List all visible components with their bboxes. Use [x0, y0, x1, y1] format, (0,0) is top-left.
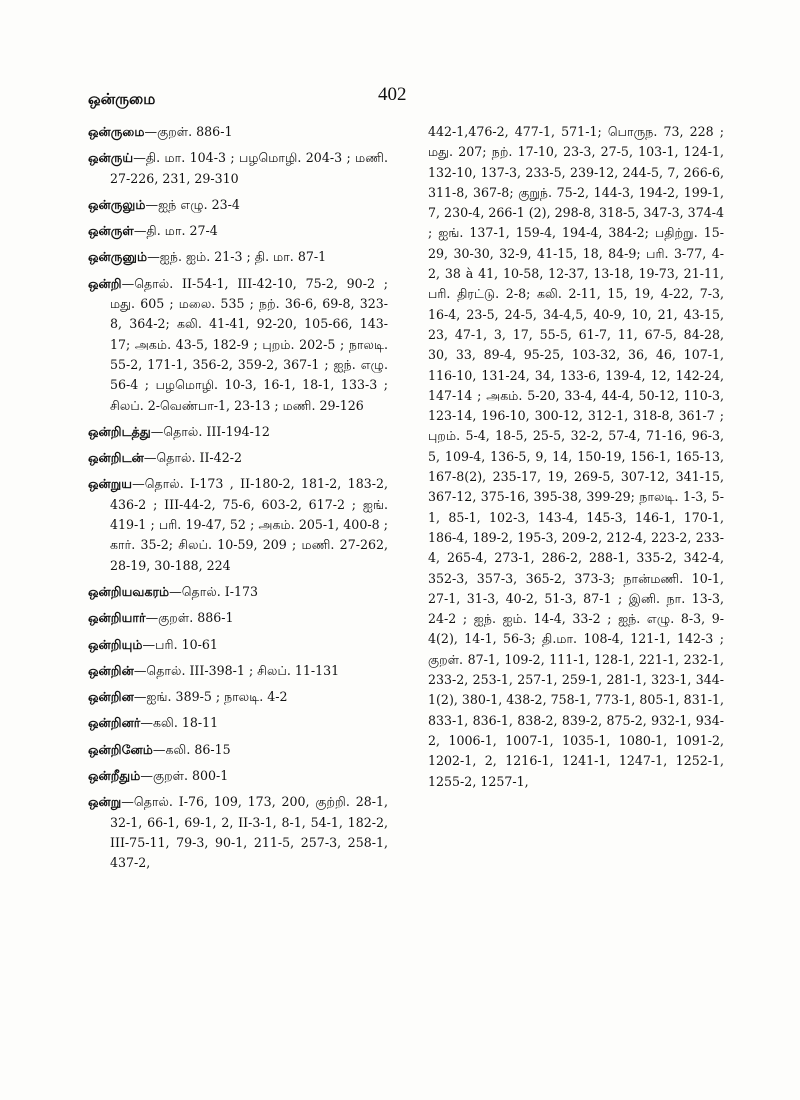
references: —தொல். I-76, 109, 173, 200, குற்றி. 28-1, 32-1, 66-1, 69-1, 2, II-3-1, 8-1, 54-1, 182-2, III-75-11, 79-3, 90-1, 211-5, 257-3, 258-1, 437-2,	[110, 794, 388, 871]
index-entry	[88, 635, 388, 655]
index-entry	[88, 195, 388, 215]
references: —கலி. 86-15	[152, 741, 231, 757]
references: —குறள். 886-1	[144, 124, 233, 139]
index-entry	[88, 608, 388, 628]
references: —ஐந் எழு. 23-4	[145, 196, 240, 212]
headword: ஒன்ருலும்	[88, 196, 146, 212]
headword: ஒன்ருய்	[88, 150, 134, 166]
references: —ஐந். ஐம். 21-3 ; தி. மா. 87-1	[147, 249, 327, 265]
headword: ஒன்ருமை	[88, 124, 145, 139]
index-entry	[88, 582, 388, 602]
headword: ஒன்ருள்	[88, 223, 134, 239]
references: —தொல். III-194-12	[150, 423, 270, 439]
headword: ஒன்றினேம்	[88, 741, 153, 757]
references: —குறள். 886-1	[145, 610, 234, 626]
headword: ஒன்று	[88, 794, 122, 810]
index-entry	[88, 122, 388, 142]
headword: ஒன்ருனும்	[88, 249, 148, 265]
headword: ஒன்றீதும்	[88, 768, 141, 784]
references: —தொல். III-398-1 ; சிலப். 11-131	[133, 662, 340, 678]
index-entry	[88, 221, 388, 241]
headword: ஒன்றியவகரம்	[88, 583, 170, 599]
references: —தொல். I-173 , II-180-2, 181-2, 183-2, 436-2 ; III-44-2, 75-6, 603-2, 617-2 ; ஐங். 419-1 ; பரி. 19-47, 52 ; அகம். 205-1, 400-8 ; கார். 35-2; சிலப். 10-59, 209 ; மணி. 27-262, 28-19, 30-188, 224	[110, 476, 388, 573]
index-entry	[88, 713, 388, 733]
index-entry	[88, 148, 388, 189]
page-number: 402	[378, 84, 407, 105]
references: —கலி. 18-11	[140, 715, 219, 731]
references: —பரி. 10-61	[142, 636, 218, 652]
headword: ஒன்றி	[88, 275, 122, 291]
references: —ஐங். 389-5 ; நாலடி. 4-2	[133, 689, 288, 705]
index-entry	[88, 474, 388, 575]
index-entry	[88, 247, 388, 267]
references: —தொல். I-173	[169, 583, 259, 599]
headword: ஒன்றின்	[88, 662, 134, 678]
left-column	[88, 122, 388, 880]
references: —தொல். II-42-2	[143, 450, 242, 466]
index-entry	[88, 766, 388, 786]
index-entry	[88, 661, 388, 681]
right-column	[428, 122, 724, 792]
headword: ஒன்றியும்	[88, 636, 143, 652]
references: —தொல். II-54-1, III-42-10, 75-2, 90-2 ; மது. 605 ; மலை. 535 ; நற். 36-6, 69-8, 323-8, 364-2; கலி. 41-41, 92-20, 105-66, 143-17; அகம். 43-5, 182-9 ; புறம். 202-5 ; நாலடி. 55-2, 171-1, 356-2, 359-2, 367-1 ; ஐந். எழு. 56-4 ; பழமொழி. 10-3, 16-1, 18-1, 133-3 ; சிலப். 2-வெண்பா-1, 23-13 ; மணி. 29-126	[110, 275, 388, 413]
headword: ஒன்றிடன்	[88, 450, 144, 466]
index-entry	[88, 687, 388, 707]
running-head: ஒன்ருமை	[88, 90, 156, 108]
headword: ஒன்றியார்	[88, 610, 146, 626]
headword: ஒன்றினர்	[88, 715, 141, 731]
headword: ஒன்றின	[88, 689, 134, 705]
index-entry	[88, 422, 388, 442]
references: —குறள். 800-1	[140, 768, 229, 784]
continued-references: 442-1,476-2, 477-1, 571-1; பொருந. 73, 228 ; மது. 207; நற். 17-10, 23-3, 27-5, 103-1, 124-1, 132-10, 137-3, 233-5, 239-12, 244-5, 7, 266-6, 311-8, 367-8; குறுந். 75-2, 144-3, 194-2, 199-1, 7, 230-4, 266-1 (2), 298-8, 318-5, 347-3, 374-4 ; ஐங். 137-1, 159-4, 194-4, 384-2; பதிற்று. 15-29, 30-30, 32-9, 41-15, 18, 84-9; பரி. 3-77, 4-2, 38 à 41, 10-58, 12-37, 13-18, 19-73, 21-11, பரி. திரட்டு. 2-8; கலி. 2-11, 15, 19, 4-22, 7-3, 16-4, 23-5, 24-5, 34-4,5, 40-9, 10, 21, 43-15, 23, 47-1, 3, 17, 55-5, 61-7, 11, 67-5, 84-28, 30, 33, 89-4, 95-25, 103-32, 36, 46, 107-1, 116-10, 131-24, 34, 133-6, 139-4, 12, 142-24, 147-14 ; அகம். 5-20, 33-4, 44-4, 50-12, 110-3, 123-14, 196-10, 300-12, 312-1, 318-8, 361-7 ; புறம். 5-4, 18-5, 25-5, 32-2, 57-4, 71-16, 96-3, 5, 109-4, 136-5, 9, 14, 150-19, 156-1, 165-13, 167-8(2), 235-17, 19, 269-5, 307-12, 341-15, 367-12, 375-16, 395-38, 399-29; நாலடி. 1-3, 5-1, 85-1, 102-3, 143-4, 145-3, 146-1, 170-1, 186-4, 189-2, 195-3, 209-2, 212-4, 223-2, 233-4, 265-4, 273-1, 286-2, 288-1, 335-2, 342-4, 352-3, 357-3, 365-2, 373-3; நான்மணி. 10-1, 27-1, 31-3, 40-2, 51-3, 87-1 ; இனி. நா. 13-3, 24-2 ; ஐந். ஐம். 14-4, 33-2 ; ஐந். எழு. 8-3, 9-4(2), 14-1, 56-3; தி.மா. 108-4, 121-1, 142-3 ; குறள். 87-1, 109-2, 111-1, 128-1, 221-1, 232-1, 233-2, 253-1, 257-1, 259-1, 281-1, 323-1, 344-1(2), 380-1, 438-2, 758-1, 773-1, 805-1, 831-1, 833-1, 836-1, 838-2, 839-2, 875-2, 932-1, 934-2, 1006-1, 1007-1, 1035-1, 1080-1, 1091-2, 1202-1, 2, 1216-1, 1241-1, 1247-1, 1252-1, 1255-2, 1257-1,	[428, 124, 724, 789]
headword: ஒன்றிடத்து	[88, 423, 151, 439]
headword: ஒன்றுய	[88, 476, 133, 492]
index-entry	[88, 740, 388, 760]
index-entry	[88, 448, 388, 468]
index-entry	[88, 274, 388, 416]
references: —தி. மா. 104-3 ; பழமொழி. 204-3 ; மணி. 27-226, 231, 29-310	[110, 150, 388, 186]
index-entry	[88, 792, 388, 873]
references: —தி. மா. 27-4	[133, 223, 218, 239]
